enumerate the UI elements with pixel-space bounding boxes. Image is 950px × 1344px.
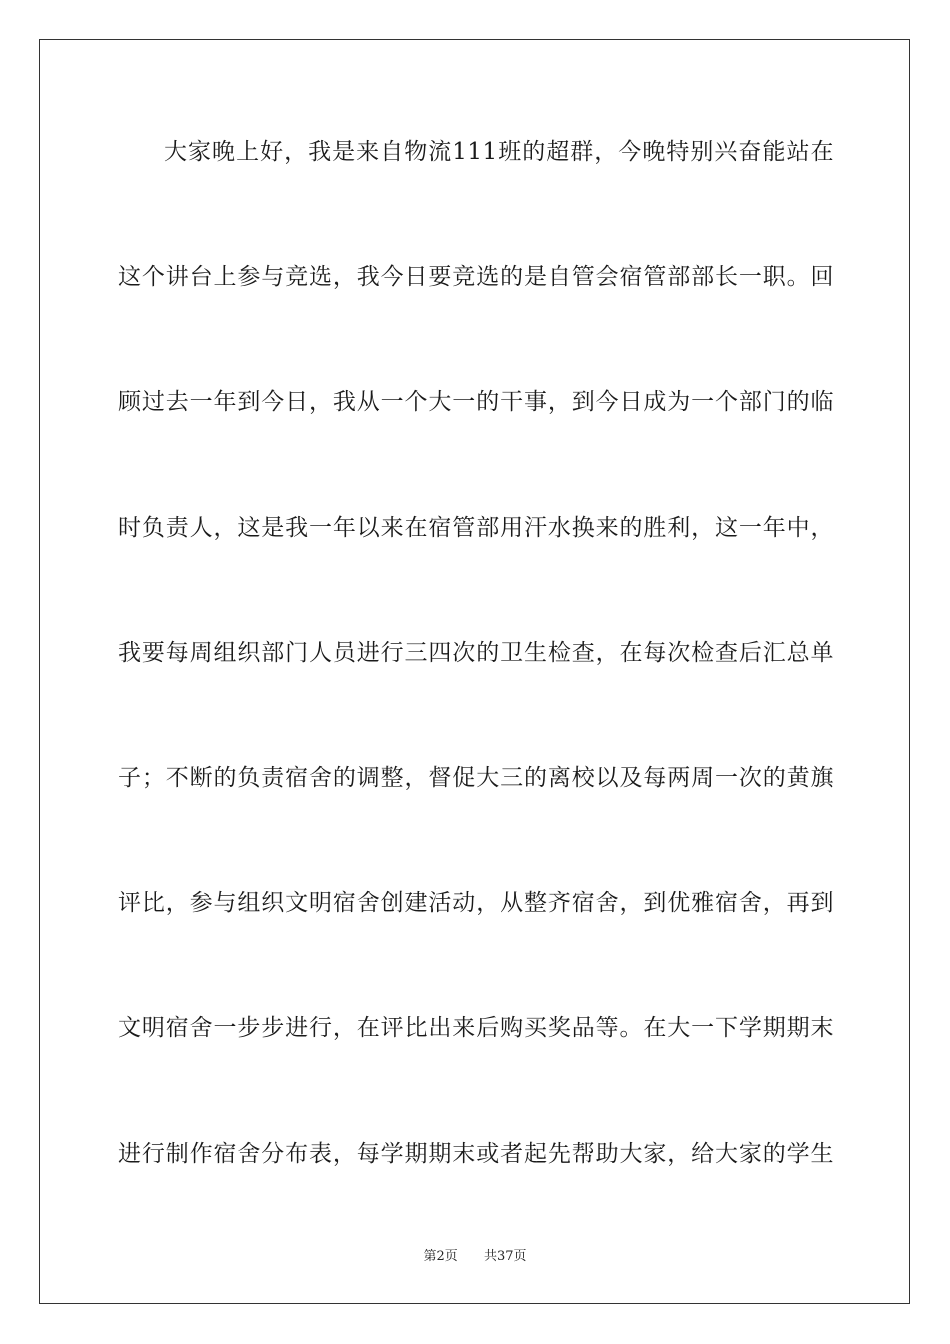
paragraph-line: 子；不断的负责宿舍的调整，督促大三的离校以及每两周一次的黄旗 (118, 764, 834, 791)
paragraph-line: 这个讲台上参与竞选，我今日要竞选的是自管会宿管部部长一职。回 (118, 264, 834, 291)
paragraph-line: 顾过去一年到今日，我从一个大一的干事，到今日成为一个部门的临 (118, 389, 834, 416)
page-footer (0, 1245, 950, 1264)
paragraph-line: 进行制作宿舍分布表，每学期期末或者起先帮助大家，给大家的学生 (118, 1140, 834, 1167)
page-total: 共37页 (484, 1249, 527, 1264)
paragraph-line: 大家晚上好，我是来自物流111班的超群，今晚特别兴奋能站在 (164, 139, 834, 165)
paragraph-line: 我要每周组织部门人员进行三四次的卫生检查，在每次检查后汇总单 (118, 639, 834, 666)
paragraph-line: 文明宿舍一步步进行，在评比出来后购买奖品等。在大一下学期期末 (118, 1015, 834, 1042)
document-body (118, 124, 834, 1251)
page-number: 第2页 (423, 1249, 458, 1264)
paragraph-line: 时负责人，这是我一年以来在宿管部用汗水换来的胜利，这一年中， (118, 514, 834, 541)
paragraph-line: 评比，参与组织文明宿舍创建活动，从整齐宿舍，到优雅宿舍，再到 (118, 890, 834, 917)
